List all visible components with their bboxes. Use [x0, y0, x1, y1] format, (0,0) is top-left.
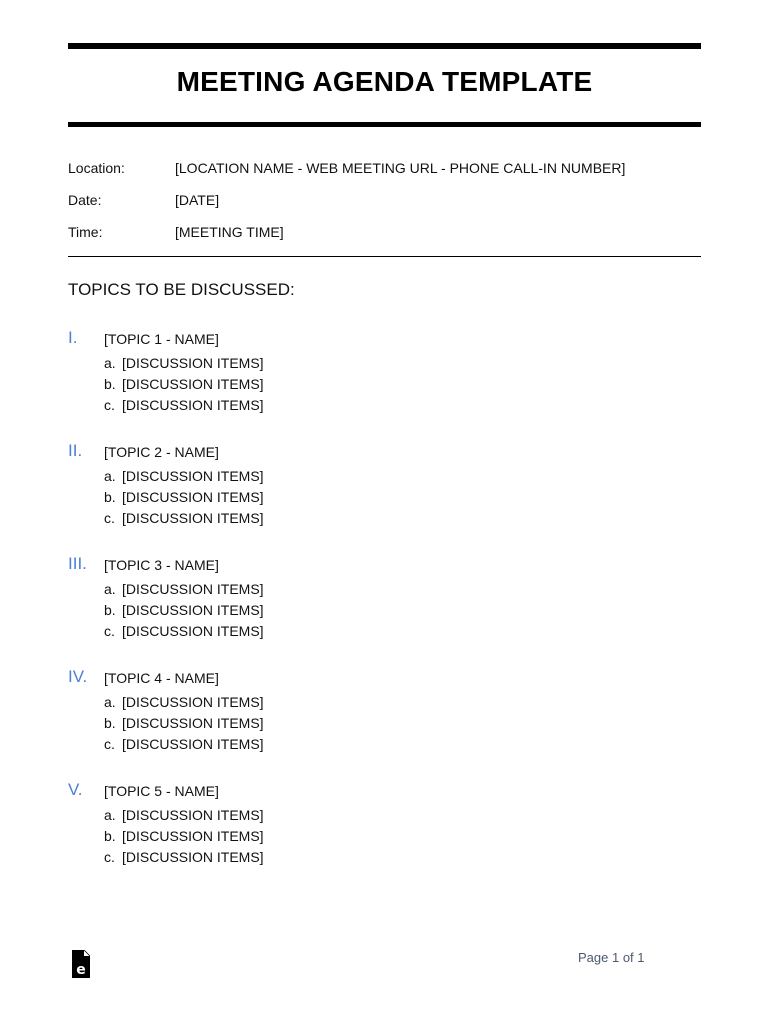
document-e-logo-icon — [70, 950, 92, 978]
topic-name: [TOPIC 5 - NAME] — [104, 783, 219, 799]
topic-item-2 — [68, 441, 668, 531]
discussion-item — [104, 828, 264, 844]
discussion-item — [104, 489, 264, 505]
discussion-item — [104, 510, 264, 526]
info-value: [DATE] — [175, 192, 220, 208]
discussion-text: [DISCUSSION ITEMS] — [122, 694, 264, 710]
discussion-text: [DISCUSSION ITEMS] — [122, 376, 264, 392]
discussion-letter: c. — [104, 510, 115, 526]
title-bottom-rule — [68, 122, 701, 127]
discussion-item — [104, 581, 264, 597]
discussion-letter: a. — [104, 468, 116, 484]
discussion-letter: a. — [104, 581, 116, 597]
topic-numeral: II. — [68, 441, 83, 460]
discussion-letter: c. — [104, 736, 115, 752]
discussion-item — [104, 602, 264, 618]
info-value: [LOCATION NAME - WEB MEETING URL - PHONE CALL-IN NUMBER] — [175, 160, 626, 176]
discussion-text: [DISCUSSION ITEMS] — [122, 510, 264, 526]
discussion-text: [DISCUSSION ITEMS] — [122, 736, 264, 752]
discussion-text: [DISCUSSION ITEMS] — [122, 581, 264, 597]
discussion-text: [DISCUSSION ITEMS] — [122, 468, 264, 484]
topic-numeral: I. — [68, 328, 78, 347]
discussion-letter: c. — [104, 623, 115, 639]
discussion-item — [104, 807, 264, 823]
info-label: Location: — [68, 160, 125, 176]
info-value: [MEETING TIME] — [175, 224, 284, 240]
discussion-letter: a. — [104, 355, 116, 371]
discussion-letter: c. — [104, 849, 115, 865]
discussion-letter: b. — [104, 489, 116, 505]
topic-name: [TOPIC 1 - NAME] — [104, 331, 219, 347]
discussion-item — [104, 397, 264, 413]
section-heading: TOPICS TO BE DISCUSSED: — [68, 280, 295, 299]
page-number: Page 1 of 1 — [578, 950, 645, 965]
discussion-item — [104, 623, 264, 639]
discussion-item — [104, 715, 264, 731]
discussion-letter: c. — [104, 397, 115, 413]
topic-item-4 — [68, 667, 668, 757]
topic-name: [TOPIC 2 - NAME] — [104, 444, 219, 460]
discussion-letter: a. — [104, 807, 116, 823]
discussion-item — [104, 849, 264, 865]
discussion-item — [104, 355, 264, 371]
topic-numeral: III. — [68, 554, 87, 573]
discussion-item — [104, 694, 264, 710]
discussion-item — [104, 468, 264, 484]
topic-item-1 — [68, 328, 668, 418]
document-title: MEETING AGENDA TEMPLATE — [176, 66, 593, 97]
svg-text:e: e — [76, 962, 86, 978]
topic-name: [TOPIC 4 - NAME] — [104, 670, 219, 686]
discussion-letter: b. — [104, 376, 116, 392]
topic-item-5 — [68, 780, 668, 870]
topic-item-3 — [68, 554, 668, 644]
discussion-text: [DISCUSSION ITEMS] — [122, 828, 264, 844]
discussion-text: [DISCUSSION ITEMS] — [122, 602, 264, 618]
discussion-text: [DISCUSSION ITEMS] — [122, 807, 264, 823]
discussion-item — [104, 376, 264, 392]
topic-numeral: IV. — [68, 667, 88, 686]
discussion-item — [104, 736, 264, 752]
topic-numeral: V. — [68, 780, 83, 799]
discussion-letter: b. — [104, 602, 116, 618]
discussion-text: [DISCUSSION ITEMS] — [122, 715, 264, 731]
discussion-text: [DISCUSSION ITEMS] — [122, 397, 264, 413]
info-label: Date: — [68, 192, 102, 208]
info-label: Time: — [68, 224, 103, 240]
discussion-letter: b. — [104, 715, 116, 731]
info-divider — [68, 256, 701, 257]
discussion-letter: a. — [104, 694, 116, 710]
title-top-rule — [68, 43, 701, 49]
discussion-text: [DISCUSSION ITEMS] — [122, 849, 264, 865]
discussion-text: [DISCUSSION ITEMS] — [122, 355, 264, 371]
discussion-letter: b. — [104, 828, 116, 844]
discussion-text: [DISCUSSION ITEMS] — [122, 623, 264, 639]
topic-name: [TOPIC 3 - NAME] — [104, 557, 219, 573]
discussion-text: [DISCUSSION ITEMS] — [122, 489, 264, 505]
